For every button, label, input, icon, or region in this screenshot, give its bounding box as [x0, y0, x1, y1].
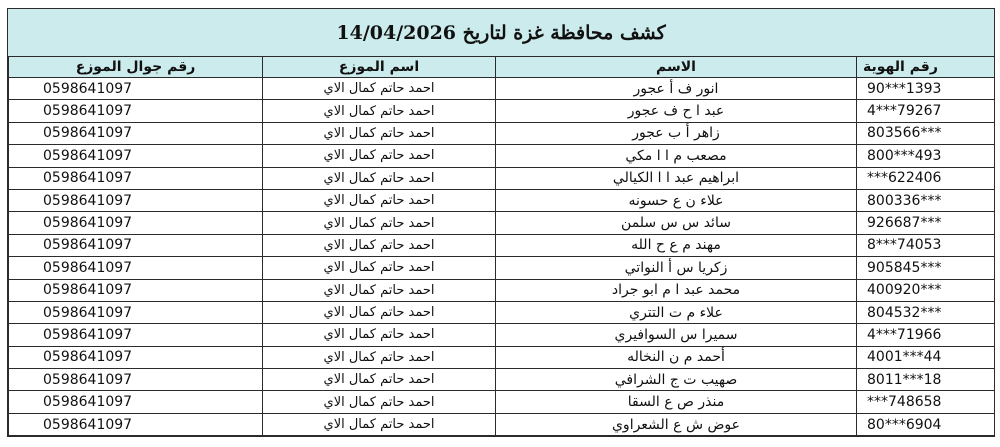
- id-cell: 4001***44: [857, 346, 995, 368]
- distributor-cell: احمد حاتم كمال الاي: [263, 413, 496, 435]
- distributor-cell: احمد حاتم كمال الاي: [263, 100, 496, 122]
- phone-cell: 0598641097: [9, 212, 263, 234]
- distributor-cell: احمد حاتم كمال الاي: [263, 391, 496, 413]
- phone-cell: 0598641097: [9, 145, 263, 167]
- distribution-table: [8, 57, 995, 436]
- name-cell: علاء ن ع حسونه: [496, 189, 857, 211]
- table-row: [9, 324, 995, 346]
- name-cell: علاء م ت التتري: [496, 301, 857, 323]
- name-cell: أحمد م ن النخاله: [496, 346, 857, 368]
- distributor-cell: احمد حاتم كمال الاي: [263, 189, 496, 211]
- column-header-phone: رقم جوال الموزع: [9, 57, 263, 78]
- id-cell: 4***79267: [857, 100, 995, 122]
- phone-cell: 0598641097: [9, 369, 263, 391]
- name-cell: صهيب ت ج الشرافي: [496, 369, 857, 391]
- id-cell: 80***6904: [857, 413, 995, 435]
- id-cell: 905845***: [857, 257, 995, 279]
- name-cell: مصعب م ا ا مكي: [496, 145, 857, 167]
- table-row: [9, 413, 995, 435]
- name-cell: منذر ص ع السقا: [496, 391, 857, 413]
- table-row: [9, 301, 995, 323]
- table-row: [9, 189, 995, 211]
- id-cell: 800***493: [857, 145, 995, 167]
- table-row: [9, 122, 995, 144]
- table-row: [9, 257, 995, 279]
- table-row: [9, 100, 995, 122]
- id-cell: ***622406: [857, 167, 995, 189]
- table-row: [9, 346, 995, 368]
- id-cell: ***748658: [857, 391, 995, 413]
- table-row: [9, 167, 995, 189]
- column-header-id: رقم الهوية: [857, 57, 995, 78]
- distributor-cell: احمد حاتم كمال الاي: [263, 167, 496, 189]
- name-cell: سميرا س السوافيري: [496, 324, 857, 346]
- column-header-distributor: اسم الموزع: [263, 57, 496, 78]
- distributor-cell: احمد حاتم كمال الاي: [263, 346, 496, 368]
- phone-cell: 0598641097: [9, 279, 263, 301]
- name-cell: سائد س س سلمن: [496, 212, 857, 234]
- name-cell: زاهر أ ب عجور: [496, 122, 857, 144]
- table-row: [9, 234, 995, 256]
- phone-cell: 0598641097: [9, 122, 263, 144]
- phone-cell: 0598641097: [9, 413, 263, 435]
- table-body: [9, 78, 995, 436]
- table-row: [9, 279, 995, 301]
- id-cell: 8011***18: [857, 369, 995, 391]
- id-cell: 926687***: [857, 212, 995, 234]
- phone-cell: 0598641097: [9, 167, 263, 189]
- distributor-cell: احمد حاتم كمال الاي: [263, 145, 496, 167]
- column-header-name: الاسم: [496, 57, 857, 78]
- distributor-cell: احمد حاتم كمال الاي: [263, 301, 496, 323]
- distributor-cell: احمد حاتم كمال الاي: [263, 234, 496, 256]
- distributor-cell: احمد حاتم كمال الاي: [263, 369, 496, 391]
- id-cell: 8***74053: [857, 234, 995, 256]
- id-cell: 90***1393: [857, 78, 995, 100]
- table-header-row: [9, 57, 995, 78]
- id-cell: 803566***: [857, 122, 995, 144]
- name-cell: عوض ش ع الشعراوي: [496, 413, 857, 435]
- distributor-cell: احمد حاتم كمال الاي: [263, 279, 496, 301]
- phone-cell: 0598641097: [9, 391, 263, 413]
- name-cell: ابراهيم عبد ا ا الكيالي: [496, 167, 857, 189]
- id-cell: 800336***: [857, 189, 995, 211]
- name-cell: زكريا س أ النواتي: [496, 257, 857, 279]
- id-cell: 4***71966: [857, 324, 995, 346]
- distributor-cell: احمد حاتم كمال الاي: [263, 122, 496, 144]
- phone-cell: 0598641097: [9, 301, 263, 323]
- table-row: [9, 145, 995, 167]
- phone-cell: 0598641097: [9, 346, 263, 368]
- table-row: [9, 391, 995, 413]
- phone-cell: 0598641097: [9, 100, 263, 122]
- table-row: [9, 212, 995, 234]
- distributor-cell: احمد حاتم كمال الاي: [263, 324, 496, 346]
- name-cell: عبد ا ح ف عجور: [496, 100, 857, 122]
- phone-cell: 0598641097: [9, 78, 263, 100]
- name-cell: مهند م ع ح الله: [496, 234, 857, 256]
- table-row: [9, 78, 995, 100]
- name-cell: انور ف أ عجور: [496, 78, 857, 100]
- sheet-title: كشف محافظة غزة لتاريخ 14/04/2026: [8, 9, 994, 57]
- phone-cell: 0598641097: [9, 324, 263, 346]
- table-row: [9, 369, 995, 391]
- phone-cell: 0598641097: [9, 189, 263, 211]
- phone-cell: 0598641097: [9, 234, 263, 256]
- distribution-sheet: [7, 8, 995, 437]
- distributor-cell: احمد حاتم كمال الاي: [263, 78, 496, 100]
- id-cell: 804532***: [857, 301, 995, 323]
- id-cell: 400920***: [857, 279, 995, 301]
- phone-cell: 0598641097: [9, 257, 263, 279]
- distributor-cell: احمد حاتم كمال الاي: [263, 257, 496, 279]
- distributor-cell: احمد حاتم كمال الاي: [263, 212, 496, 234]
- name-cell: محمد عبد ا م ابو جراد: [496, 279, 857, 301]
